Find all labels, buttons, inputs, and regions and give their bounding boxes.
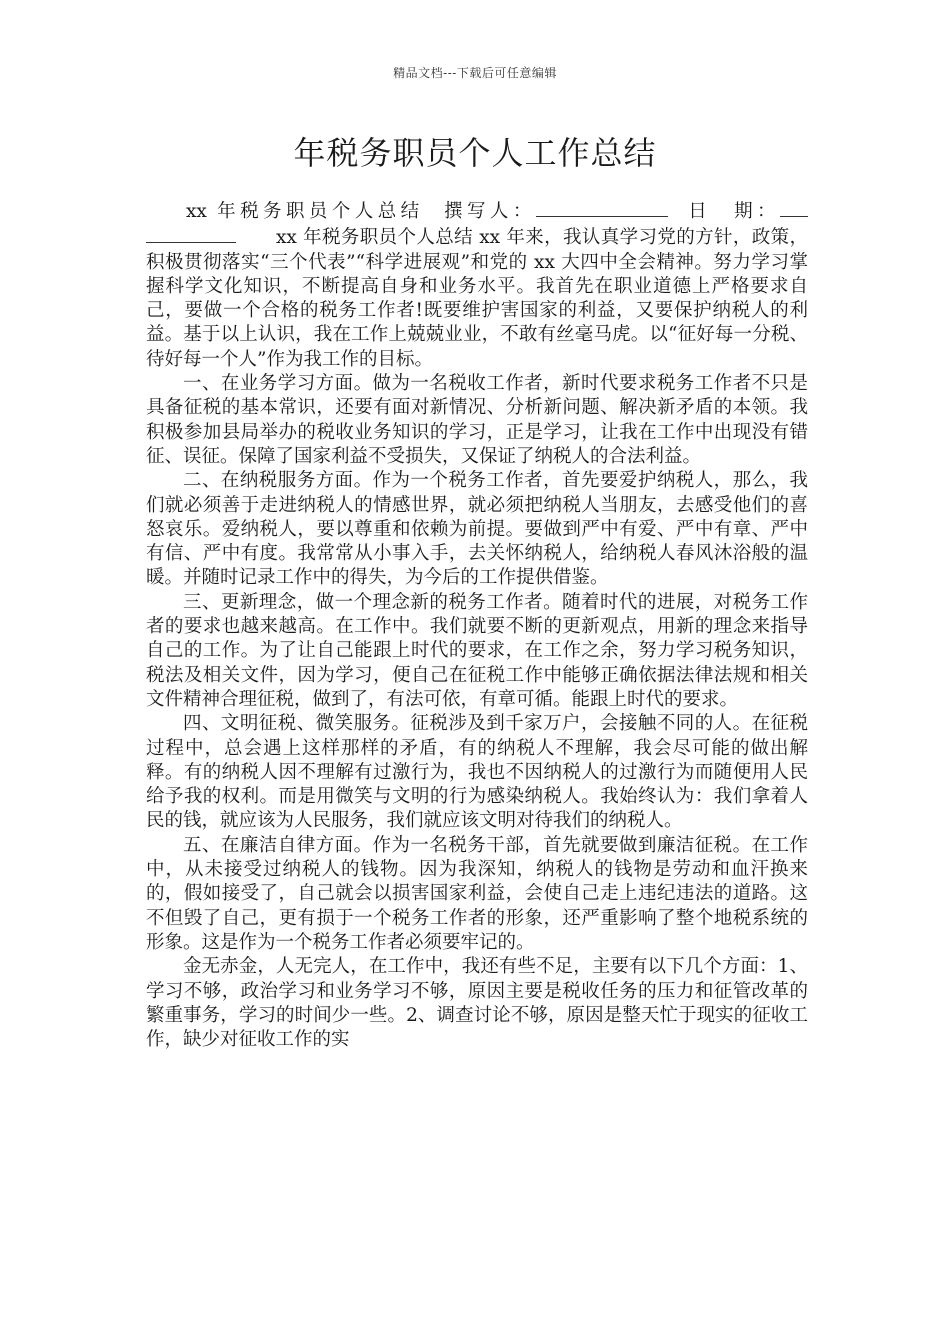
paragraph-5: 五、在廉洁自律方面。作为一名税务干部，首先就要做到廉洁征税。在工作中，从未接受过纳税人的钱物。因为我深知，纳税人的钱物是劳动和血汗换来的，假如接受了，自己就会以损害国家利益，会使自己走上违纪违法的道路。这不但毁了自己，更有损于一个税务工作者的形象，还严重影响了整个地税系统的形象。这是作为一个税务工作者必须要牢记的。 (146, 834, 808, 953)
paragraph-1: 一、在业务学习方面。做为一名税收工作者，新时代要求税务工作者不只是具备征税的基本常识，还要有面对新情况、分析新问题、解决新矛盾的本领。我积极参加县局举办的税收业务知识的学习，正是学习，让我在工作中出现没有错征、误征。保障了国家利益不受损失，又保证了纳税人的合法利益。 (146, 373, 808, 467)
meta-line (146, 198, 808, 372)
paragraph-3: 三、更新理念，做一个理念新的税务工作者。随着时代的进展，对税务工作者的要求也越来越高。在工作中。我们就要不断的更新观点，用新的理念来指导自己的工作。为了让自己能跟上时代的要求，在工作之余，努力学习税务知识，税法及相关文件，因为学习，便自己在征税工作中能够正确依据法律法规和相关文件精神合理征税，做到了，有法可依，有章可循。能跟上时代的要求。 (146, 591, 808, 710)
date-label: 日 期： (683, 201, 780, 222)
date-blank-continued (146, 224, 236, 243)
document-title: 年税务职员个人工作总结 (293, 134, 657, 172)
summary-label: xx 年税务职员个人总结 (186, 201, 424, 222)
author-blank (536, 198, 668, 217)
header-note: 精品文档---下载后可任意编辑 (393, 66, 557, 80)
author-label: 撰写人： (439, 201, 536, 222)
lead-paragraph: xx 年税务职员个人总结 xx 年来，我认真学习党的方针，政策，积极贯彻落实“三个代表”“科学进展观”和党的 xx 大四中全会精神。努力学习掌握科学文化知识，不断提高自身和业务水平。我首先在职业道德上严格要求自己，要做一个合格的税务工作者!既要维护害国家的利益，又要保护纳税人的利益。基于以上认识，我在工作上兢兢业业，不敢有丝毫马虎。以“征好每一分税、待好每一个人”作为我工作的目标。 (146, 227, 808, 370)
paragraph-4: 四、文明征税、微笑服务。征税涉及到千家万户，会接触不同的人。在征税过程中，总会遇上这样那样的矛盾，有的纳税人不理解，我会尽可能的做出解释。有的纳税人因不理解有过激行为，我也不因纳税人的过激行为而随便用人民给予我的权利。而是用微笑与文明的行为感染纳税人。我始终认为：我们拿着人民的钱，就应该为人民服务，我们就应该文明对待我们的纳税人。 (146, 713, 808, 832)
document-body (146, 198, 808, 1052)
paragraph-2: 二、在纳税服务方面。作为一个税务工作者，首先要爱护纳税人，那么，我们就必须善于走进纳税人的情感世界，就必须把纳税人当朋友，去感受他们的喜怒哀乐。爱纳税人，要以尊重和依赖为前提。要做到严中有爱、严中有章、严中有信、严中有度。我常常从小事入手，去关怀纳税人，给纳税人春风沐浴般的温暖。并随时记录工作中的得失，为今后的工作提供借鉴。 (146, 470, 808, 589)
date-blank (780, 198, 808, 217)
paragraph-6: 金无赤金，人无完人，在工作中，我还有些不足，主要有以下几个方面：1、学习不够，政治学习和业务学习不够，原因主要是税收任务的压力和征管改革的繁重事务，学习的时间少一些。2、调查讨论不够，原因是整天忙于现实的征收工作，缺少对征收工作的实 (146, 956, 808, 1051)
